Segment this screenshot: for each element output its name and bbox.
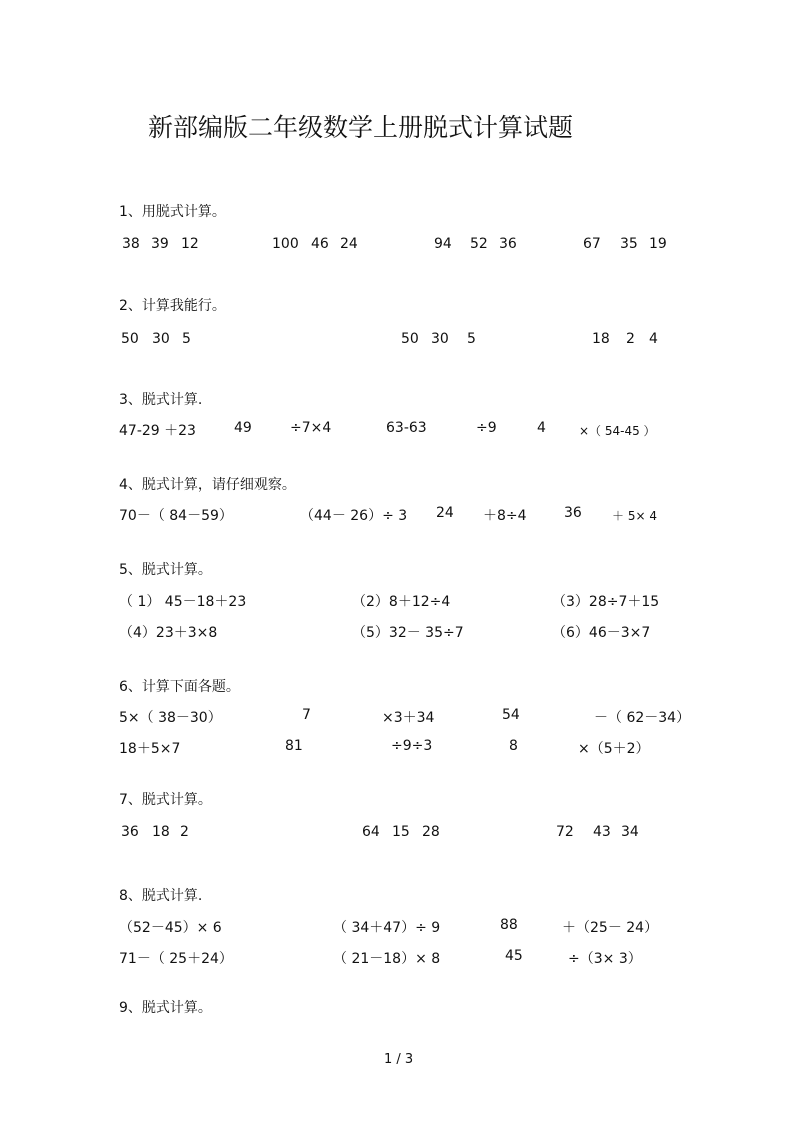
expression: （ 1） 45－18＋23 [119,594,247,610]
number-cell: 50 [121,331,139,347]
question-heading: 9、脱式计算。 [119,1000,212,1016]
number-cell: 30 [431,331,449,347]
expression: －（ 62－34） [594,710,691,726]
expression: 24 [436,505,454,521]
number-cell: 50 [401,331,419,347]
number-cell: 36 [499,236,517,252]
page-number: 1 / 3 [384,1052,414,1067]
expression: 71－（ 25＋24） [119,951,233,967]
number-cell: 52 [470,236,488,252]
expression: ＋（25－ 24） [562,920,659,936]
number-cell: 34 [621,824,639,840]
expression: 45 [505,948,523,964]
number-cell: 24 [340,236,358,252]
expression: 36 [564,505,582,521]
expression: ＋8÷4 [483,508,527,524]
number-cell: 5 [182,331,191,347]
number-cell: 64 [362,824,380,840]
question-heading: 3、脱式计算. [119,392,203,408]
expression: 7 [302,707,311,723]
expression: ÷9÷3 [391,738,433,754]
question-heading: 6、计算下面各题。 [119,679,240,695]
number-cell: 100 [272,236,299,252]
expression: ÷9 [476,420,497,436]
expression: （5）32－ 35÷7 [352,625,464,641]
expression: ÷（3× 3） [568,951,642,967]
question-heading: 7、脱式计算。 [119,792,212,808]
expression: ＋ 5× 4 [612,509,657,523]
expression: （4）23＋3×8 [119,625,218,641]
expression: 63-63 [386,420,427,436]
number-cell: 28 [422,824,440,840]
expression: ×（ 54-45 ） [579,424,656,438]
expression: ÷7×4 [290,420,332,436]
expression: 81 [285,738,303,754]
expression: （52－45）× 6 [119,920,222,936]
expression: （2）8＋12÷4 [352,594,451,610]
question-heading: 5、脱式计算。 [119,562,212,578]
number-cell: 46 [311,236,329,252]
expression: 88 [500,917,518,933]
question-heading: 2、计算我能行。 [119,298,226,314]
number-cell: 30 [152,331,170,347]
number-cell: 19 [649,236,667,252]
number-cell: 5 [467,331,476,347]
number-cell: 2 [626,331,635,347]
page-title: 新部编版二年级数学上册脱式计算试题 [148,113,574,142]
expression: 54 [502,707,520,723]
expression: （6）46－3×7 [552,625,651,641]
number-cell: 67 [583,236,601,252]
expression: 49 [234,420,252,436]
number-cell: 43 [593,824,611,840]
number-cell: 35 [620,236,638,252]
expression: 70－（ 84－59） [119,508,233,524]
question-heading: 8、脱式计算. [119,888,203,904]
expression: 18＋5×7 [119,741,181,757]
question-heading: 1、用脱式计算。 [119,204,226,220]
number-cell: 15 [392,824,410,840]
expression: （3）28÷7＋15 [552,594,660,610]
number-cell: 38 [122,236,140,252]
number-cell: 4 [649,331,658,347]
number-cell: 36 [121,824,139,840]
number-cell: 18 [592,331,610,347]
number-cell: 18 [152,824,170,840]
expression: 47-29 ＋23 [119,423,196,439]
expression: （ 21－18）× 8 [333,951,441,967]
number-cell: 12 [181,236,199,252]
expression: （44－ 26）÷ 3 [300,508,408,524]
expression: ×（5＋2） [578,741,650,757]
expression: ×3＋34 [382,710,435,726]
number-cell: 2 [180,824,189,840]
number-cell: 39 [151,236,169,252]
question-heading: 4、脱式计算，请仔细观察。 [119,477,296,493]
expression: （ 34＋47）÷ 9 [333,920,441,936]
expression: 5×（ 38－30） [119,710,222,726]
expression: 8 [509,738,518,754]
expression: 4 [537,420,546,436]
number-cell: 72 [556,824,574,840]
number-cell: 94 [434,236,452,252]
